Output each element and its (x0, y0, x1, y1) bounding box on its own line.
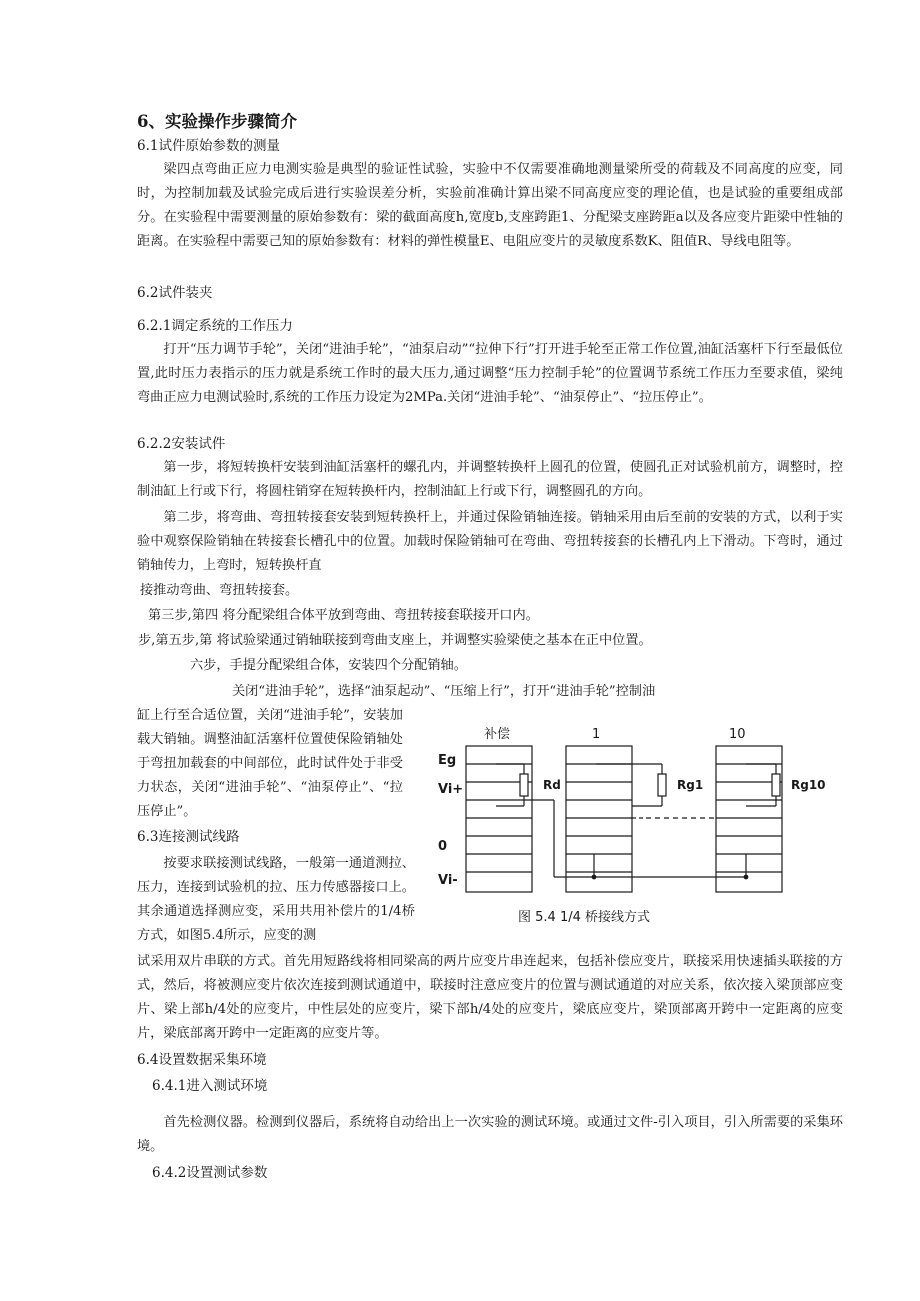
wiring-diagram (436, 722, 836, 947)
heading-6-3: 6.3连接测试线路 (137, 829, 240, 845)
label-vi-minus: Vi- (438, 873, 458, 888)
paragraph-step-2-cont: 接推动弯曲、弯扭转接套。 (140, 583, 299, 598)
paragraph-step-1: 第一步，将短转换杆安装到油缸活塞杆的螺孔内，并调整转换杆上圆孔的位置，使圆孔正对试验机前方，调整时，控制油缸上行或下行，将圆柱销穿在短转换杆内，控制油缸上行或下行，调整圆孔的方向。 (137, 460, 843, 499)
paragraph-step-3: 第三步,第四 将分配梁组合体平放到弯曲、弯扭转接套联接开口内。 (148, 608, 539, 623)
paragraph-step-7: 关闭“进油手轮”，选择“油泵起动”、“压缩上行”，打开“进油手轮”控制油 (232, 684, 656, 699)
terminal-block-channel-10 (716, 746, 782, 892)
figure-caption: 图 5.4 1/4 桥接线方式 (518, 910, 650, 925)
heading-6-4: 6.4设置数据采集环境 (137, 1052, 267, 1068)
paragraph-6-2-1: 打开“压力调节手轮”，关闭“进油手轮”，“油泵启动”“拉伸下行”打开进手轮至正常工作位置,油缸活塞杆下行至最低位置,此时压力表指示的压力就是系统工作时的最大压力,通过调整“压力控制手轮”的位置调节系统工作压力至要求值，梁纯弯曲正应力电测试验时,系统的工作压力设定为2MPa.关闭“进油手轮”、“油泵停止”、“拉压停止”。 (137, 342, 843, 405)
paragraph-step-2: 第二步，将弯曲、弯扭转接套安装到短转换杆上，并通过保险销轴连接。销轴采用由后至前的安装的方式，以利于实验中观察保险销轴在转接套长槽孔中的位置。加载时保险销轴可在弯曲、弯扭转接套的长槽孔内上下滑动。下弯时，通过销轴传力，上弯时，短转换杆直 (137, 510, 843, 573)
label-zero: 0 (438, 839, 448, 854)
paragraph-step-6: 六步，手提分配梁组合体，安装四个分配销轴。 (190, 658, 467, 673)
label-channel-1: 1 (592, 727, 601, 742)
common-bus-wire (532, 800, 746, 877)
heading-6-4-1: 6.4.1进入测试环境 (152, 1078, 268, 1094)
paragraph-step-7-cont: 缸上行至合适位置，关闭“进油手轮”，安装加载大销轴。调整油缸活塞杆位置使保险销轴处于弯扭加载套的中间部位，此时试件处于非受力状态，关闭“进油手轮”、“油泵停止”、“拉压停止”。 (137, 708, 403, 819)
label-channel-10: 10 (729, 727, 746, 742)
heading-6-4-2: 6.4.2设置测试参数 (152, 1165, 268, 1181)
heading-6-2-1: 6.2.1调定系统的工作压力 (137, 318, 293, 334)
label-rg1: Rg1 (677, 778, 704, 792)
label-rg10: Rg10 (791, 778, 826, 792)
paragraph-6-3-part1: 按要求联接测试线路，一般第一通道测拉、压力，连接到试验机的拉、压力传感器接口上。其余通道选择测应变，采用共用补偿片的1/4桥方式，如图5.4所示，应变的测 (137, 856, 415, 943)
label-eg: Eg (438, 753, 457, 768)
paragraph-step-5: 步,第五步,第 将试验梁通过销轴联接到弯曲支座上，并调整实验梁使之基本在正中位置。 (138, 633, 652, 648)
label-compensation: 补偿 (484, 727, 511, 742)
heading-6-2-2: 6.2.2安装试件 (137, 436, 226, 452)
section-title: 6、实验操作步骤简介 (137, 112, 297, 131)
terminal-block-channel-1 (566, 746, 632, 892)
junction-dot-10 (744, 875, 748, 879)
paragraph-6-3-part2: 试采用双片串联的方式。首先用短路线将相同梁高的两片应变片串连起来，包括补偿应变片，联接采用快速插头联接的方式，然后，将被测应变片依次连接到测试通道中，联接时注意应变片的位置与测试通道的对应关系，依次接入梁顶部应变片、梁上部h/4处的应变片，中性层处的应变片，梁下部h/4处的应变片，梁底应变片，梁顶部离开跨中一定距离的应变片，梁底部离开跨中一定距离的应变片等。 (137, 954, 843, 1041)
heading-6-2: 6.2试件装夹 (137, 285, 213, 301)
bridge-wiring-figure (436, 722, 836, 947)
junction-dot-1 (592, 875, 596, 879)
terminal-block-compensation (466, 746, 532, 892)
paragraph-6-4-1: 首先检测仪器。检测到仪器后，系统将自动给出上一次实验的测试环境。或通过文件-引入项目，引入所需要的采集环境。 (137, 1115, 843, 1154)
label-vi-plus: Vi+ (438, 782, 464, 797)
paragraph-6-1: 梁四点弯曲正应力电测实验是典型的验证性试验，实验中不仅需要准确地测量梁所受的荷载及不同高度的应变，同时，为控制加载及试验完成后进行实验误差分析，实验前准确计算出梁不同高度应变的理论值，也是试验的重要组成部分。在实验程中需要测量的原始参数有：梁的截面高度h,宽度b,支座跨距1、分配梁支座跨距a以及各应变片距梁中性轴的距离。在实验程中需要己知的原始参数有：材料的弹性模量E、电阻应变片的灵敏度系数K、阻值R、导线电阻等。 (137, 162, 843, 249)
heading-6-1: 6.1试件原始参数的测量 (137, 138, 280, 154)
label-rd: Rd (543, 778, 561, 792)
